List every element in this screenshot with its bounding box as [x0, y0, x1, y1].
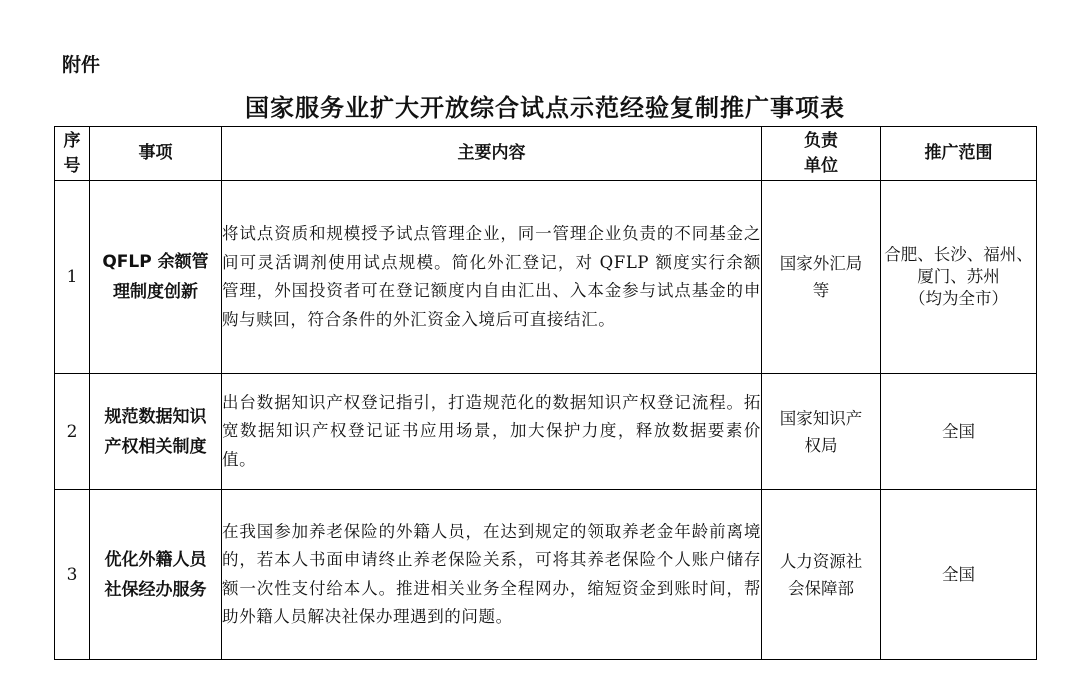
row-content: 在我国参加养老保险的外籍人员，在达到规定的领取养老金年龄前离境的，若本人书面申请终止养老保险关系，可将其养老保险个人账户储存额一次性支付给本人。推进相关业务全程网办，缩短资金到账时间，帮助外籍人员解决社保办理遇到的问题。 — [222, 490, 762, 660]
document-title: 国家服务业扩大开放综合试点示范经验复制推广事项表 — [245, 93, 845, 122]
row-scope: 全国 — [881, 490, 1037, 660]
row-content: 出台数据知识产权登记指引，打造规范化的数据知识产权登记流程。拓宽数据知识产权登记证书应用场景，加大保护力度，释放数据要素价值。 — [222, 374, 762, 490]
header-scope: 推广范围 — [881, 127, 1037, 181]
header-seq: 序 号 — [55, 127, 90, 181]
header-row — [55, 127, 1037, 181]
header-content: 主要内容 — [222, 127, 762, 181]
items-table — [54, 126, 1037, 660]
row-content: 将试点资质和规模授予试点管理企业，同一管理企业负责的不同基金之间可灵活调剂使用试点规模。简化外汇登记，对 QFLP 额度实行余额管理，外国投资者可在登记额度内自由汇出、入本金参与试点基金的申购与赎回，符合条件的外汇资金入境后可直接结汇。 — [222, 181, 762, 374]
header-item: 事项 — [90, 127, 222, 181]
row-item: QFLP 余额管 理制度创新 — [90, 181, 222, 374]
row-item: 规范数据知识 产权相关制度 — [90, 374, 222, 490]
row-number: 2 — [55, 374, 90, 490]
row-scope: 全国 — [881, 374, 1037, 490]
row-number: 3 — [55, 490, 90, 660]
row-item: 优化外籍人员 社保经办服务 — [90, 490, 222, 660]
table-row — [55, 181, 1037, 374]
row-number: 1 — [55, 181, 90, 374]
row-unit: 国家外汇局 等 — [762, 181, 881, 374]
attachment-label: 附件 — [62, 54, 101, 76]
row-unit: 国家知识产 权局 — [762, 374, 881, 490]
table-row — [55, 490, 1037, 660]
table-row — [55, 374, 1037, 490]
row-unit: 人力资源社 会保障部 — [762, 490, 881, 660]
row-scope: 合肥、长沙、福州、 厦门、苏州 （均为全市） — [881, 181, 1037, 374]
header-unit: 负责 单位 — [762, 127, 881, 181]
